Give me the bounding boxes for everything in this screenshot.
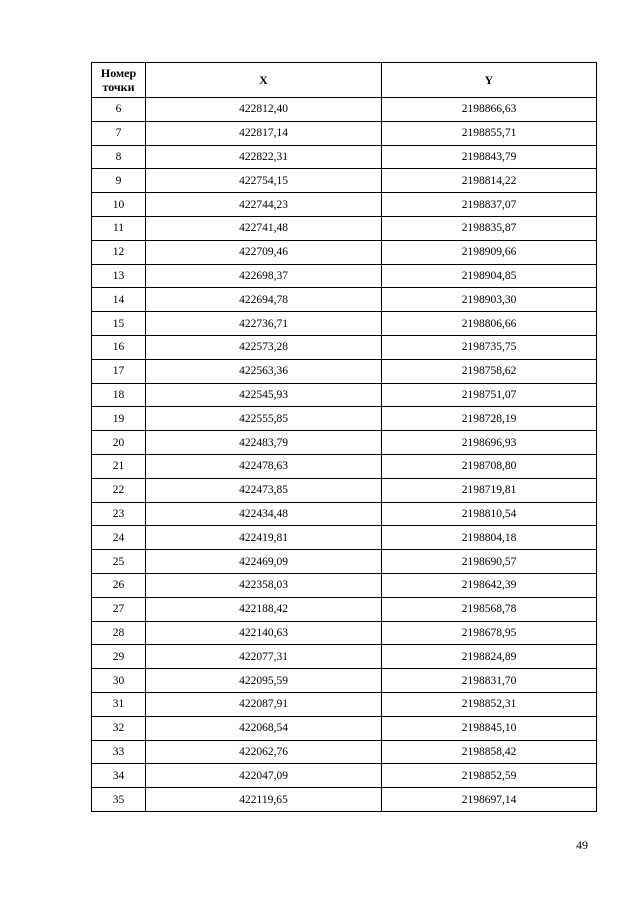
cell-y: 2198708,80 bbox=[382, 454, 597, 478]
cell-x: 422555,85 bbox=[146, 407, 382, 431]
cell-point-number: 28 bbox=[92, 621, 146, 645]
cell-x: 422095,59 bbox=[146, 669, 382, 693]
cell-x: 422419,81 bbox=[146, 526, 382, 550]
header-y: Y bbox=[382, 63, 597, 98]
cell-point-number: 14 bbox=[92, 288, 146, 312]
cell-y: 2198642,39 bbox=[382, 573, 597, 597]
cell-x: 422077,31 bbox=[146, 645, 382, 669]
table-row bbox=[92, 431, 597, 455]
cell-x: 422754,15 bbox=[146, 169, 382, 193]
cell-x: 422119,65 bbox=[146, 788, 382, 812]
coordinates-table bbox=[91, 62, 597, 812]
cell-point-number: 25 bbox=[92, 550, 146, 574]
cell-point-number: 29 bbox=[92, 645, 146, 669]
cell-y: 2198845,10 bbox=[382, 716, 597, 740]
cell-x: 422062,76 bbox=[146, 740, 382, 764]
cell-x: 422434,48 bbox=[146, 502, 382, 526]
cell-y: 2198697,14 bbox=[382, 788, 597, 812]
table-row bbox=[92, 669, 597, 693]
table-row bbox=[92, 740, 597, 764]
cell-y: 2198719,81 bbox=[382, 478, 597, 502]
header-x: X bbox=[146, 63, 382, 98]
cell-y: 2198852,59 bbox=[382, 764, 597, 788]
cell-y: 2198810,54 bbox=[382, 502, 597, 526]
cell-y: 2198814,22 bbox=[382, 169, 597, 193]
cell-y: 2198866,63 bbox=[382, 98, 597, 122]
cell-point-number: 35 bbox=[92, 788, 146, 812]
table-body bbox=[92, 98, 597, 812]
cell-point-number: 17 bbox=[92, 359, 146, 383]
cell-y: 2198804,18 bbox=[382, 526, 597, 550]
cell-point-number: 26 bbox=[92, 573, 146, 597]
table-row bbox=[92, 383, 597, 407]
cell-y: 2198735,75 bbox=[382, 335, 597, 359]
cell-y: 2198678,95 bbox=[382, 621, 597, 645]
table-header-row bbox=[92, 63, 597, 98]
cell-x: 422694,78 bbox=[146, 288, 382, 312]
table-row bbox=[92, 597, 597, 621]
cell-y: 2198728,19 bbox=[382, 407, 597, 431]
cell-x: 422573,28 bbox=[146, 335, 382, 359]
cell-y: 2198903,30 bbox=[382, 288, 597, 312]
table-row bbox=[92, 264, 597, 288]
cell-point-number: 19 bbox=[92, 407, 146, 431]
page-number: 49 bbox=[576, 838, 588, 852]
cell-x: 422736,71 bbox=[146, 312, 382, 336]
cell-x: 422087,91 bbox=[146, 692, 382, 716]
table-row bbox=[92, 550, 597, 574]
cell-point-number: 7 bbox=[92, 121, 146, 145]
table-row bbox=[92, 788, 597, 812]
table-row bbox=[92, 145, 597, 169]
cell-x: 422469,09 bbox=[146, 550, 382, 574]
table-row bbox=[92, 288, 597, 312]
cell-y: 2198835,87 bbox=[382, 216, 597, 240]
cell-point-number: 9 bbox=[92, 169, 146, 193]
cell-y: 2198568,78 bbox=[382, 597, 597, 621]
cell-y: 2198855,71 bbox=[382, 121, 597, 145]
cell-point-number: 21 bbox=[92, 454, 146, 478]
cell-y: 2198696,93 bbox=[382, 431, 597, 455]
cell-point-number: 18 bbox=[92, 383, 146, 407]
cell-y: 2198843,79 bbox=[382, 145, 597, 169]
table-row bbox=[92, 573, 597, 597]
cell-x: 422478,63 bbox=[146, 454, 382, 478]
cell-y: 2198852,31 bbox=[382, 692, 597, 716]
cell-point-number: 16 bbox=[92, 335, 146, 359]
cell-point-number: 12 bbox=[92, 240, 146, 264]
table-row bbox=[92, 502, 597, 526]
table-row bbox=[92, 478, 597, 502]
cell-x: 422545,93 bbox=[146, 383, 382, 407]
cell-point-number: 34 bbox=[92, 764, 146, 788]
cell-x: 422068,54 bbox=[146, 716, 382, 740]
table-row bbox=[92, 121, 597, 145]
cell-point-number: 15 bbox=[92, 312, 146, 336]
table-row bbox=[92, 621, 597, 645]
cell-x: 422822,31 bbox=[146, 145, 382, 169]
table-row bbox=[92, 359, 597, 383]
cell-y: 2198824,89 bbox=[382, 645, 597, 669]
table-row bbox=[92, 312, 597, 336]
cell-y: 2198690,57 bbox=[382, 550, 597, 574]
cell-y: 2198751,07 bbox=[382, 383, 597, 407]
cell-point-number: 11 bbox=[92, 216, 146, 240]
cell-y: 2198904,85 bbox=[382, 264, 597, 288]
cell-x: 422741,48 bbox=[146, 216, 382, 240]
cell-point-number: 31 bbox=[92, 692, 146, 716]
cell-y: 2198806,66 bbox=[382, 312, 597, 336]
cell-point-number: 32 bbox=[92, 716, 146, 740]
table-row bbox=[92, 240, 597, 264]
cell-x: 422563,36 bbox=[146, 359, 382, 383]
cell-point-number: 27 bbox=[92, 597, 146, 621]
table-row bbox=[92, 169, 597, 193]
cell-point-number: 22 bbox=[92, 478, 146, 502]
cell-x: 422698,37 bbox=[146, 264, 382, 288]
cell-y: 2198858,42 bbox=[382, 740, 597, 764]
table-row bbox=[92, 335, 597, 359]
cell-point-number: 24 bbox=[92, 526, 146, 550]
cell-x: 422817,14 bbox=[146, 121, 382, 145]
cell-x: 422473,85 bbox=[146, 478, 382, 502]
table-row bbox=[92, 692, 597, 716]
cell-y: 2198758,62 bbox=[382, 359, 597, 383]
table-row bbox=[92, 98, 597, 122]
cell-y: 2198837,07 bbox=[382, 193, 597, 217]
cell-x: 422358,03 bbox=[146, 573, 382, 597]
cell-x: 422140,63 bbox=[146, 621, 382, 645]
table-row bbox=[92, 716, 597, 740]
table-row bbox=[92, 216, 597, 240]
cell-point-number: 20 bbox=[92, 431, 146, 455]
table-row bbox=[92, 526, 597, 550]
cell-point-number: 6 bbox=[92, 98, 146, 122]
cell-x: 422812,40 bbox=[146, 98, 382, 122]
cell-point-number: 10 bbox=[92, 193, 146, 217]
cell-point-number: 13 bbox=[92, 264, 146, 288]
cell-x: 422744,23 bbox=[146, 193, 382, 217]
header-point-number: Номер точки bbox=[92, 63, 146, 98]
cell-point-number: 8 bbox=[92, 145, 146, 169]
cell-point-number: 33 bbox=[92, 740, 146, 764]
cell-x: 422047,09 bbox=[146, 764, 382, 788]
table-row bbox=[92, 407, 597, 431]
table-row bbox=[92, 193, 597, 217]
cell-x: 422709,46 bbox=[146, 240, 382, 264]
cell-x: 422483,79 bbox=[146, 431, 382, 455]
table-row bbox=[92, 764, 597, 788]
cell-y: 2198831,70 bbox=[382, 669, 597, 693]
cell-y: 2198909,66 bbox=[382, 240, 597, 264]
table-row bbox=[92, 645, 597, 669]
cell-point-number: 23 bbox=[92, 502, 146, 526]
table-row bbox=[92, 454, 597, 478]
cell-point-number: 30 bbox=[92, 669, 146, 693]
cell-x: 422188,42 bbox=[146, 597, 382, 621]
